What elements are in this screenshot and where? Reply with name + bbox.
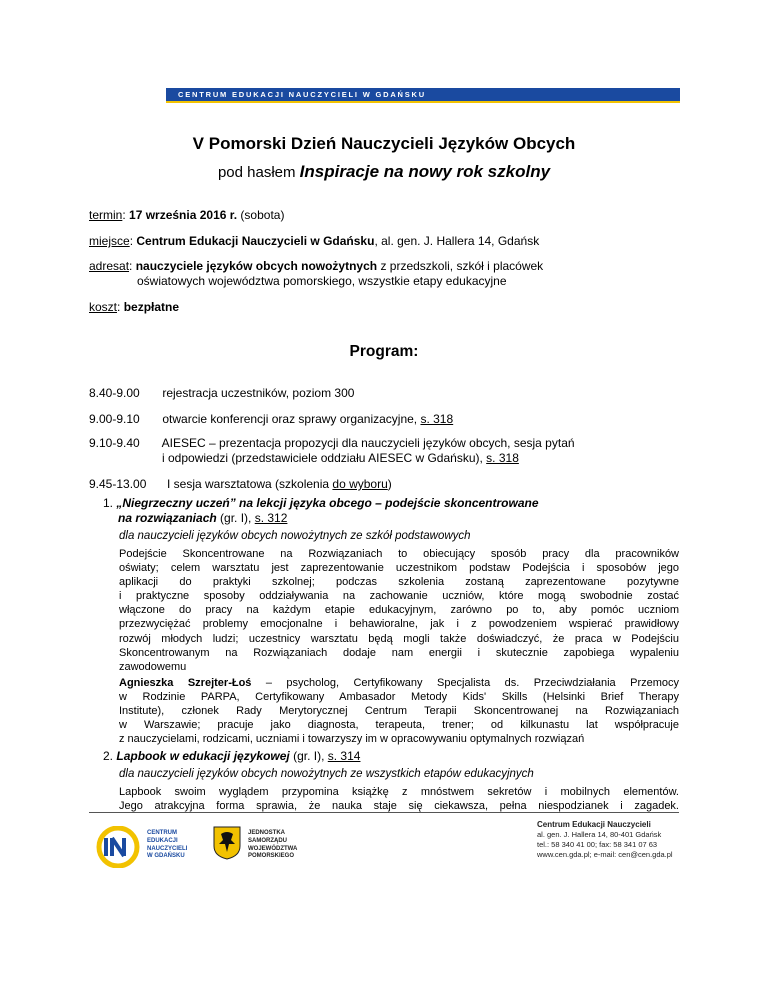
- row-time: 8.40-9.00: [89, 386, 140, 400]
- program-row: [89, 412, 453, 427]
- workshop-room: s. 312: [254, 511, 288, 525]
- address-name: Centrum Edukacji Nauczycieli: [537, 820, 651, 829]
- subtitle-prefix: pod hasłem: [217, 164, 296, 181]
- workshop-heading: [103, 496, 539, 526]
- trainer-bio: w Warszawie; pracuje jako diagnosta, terapeuta, trener; od kilkunastu lat współpracuje: [119, 719, 679, 732]
- desc-line: aplikacji do praktyki szkolnej; podczas szkolenia zostaną zaprezentowane pozytywne: [119, 576, 679, 589]
- desc-line: włączone do pracy na każdym etapie edukacyjnym, zarówno po to, aby pomóc uczniom: [119, 604, 679, 617]
- workshop-audience: dla nauczycieli języków obcych nowożytnych ze szkół podstawowych: [119, 530, 471, 542]
- program-row: [89, 386, 354, 401]
- logo-line: EDUKACJI: [147, 837, 178, 844]
- miejsce-label: miejsce: [89, 234, 130, 248]
- footer-divider: [89, 812, 679, 813]
- workshop-title: Lapbook w edukacji językowej: [116, 749, 290, 763]
- logo-line: CENTRUM: [147, 830, 177, 836]
- program-row: [89, 477, 392, 492]
- adresat-line: adresat: nauczyciele języków obcych nowożytnych z przedszkoli, szkół i placówek oświatowych województwa pomorskiego, wszystkie etapy edukacyjne: [89, 259, 544, 288]
- header-banner: [166, 88, 680, 103]
- footer-address: [537, 820, 673, 860]
- logo-line: W GDAŃSKU: [147, 853, 185, 860]
- koszt-label: koszt: [89, 300, 118, 314]
- row-time: 9.00-9.10: [89, 412, 140, 426]
- miejsce-line: miejsce: Centrum Edukacji Nauczycieli w Gdańsku, al. gen. J. Hallera 14, Gdańsk: [89, 234, 540, 248]
- adresat-note-cont: oświatowych województwa pomorskiego, wszystkie etapy edukacyjne: [137, 274, 507, 288]
- program-row: [89, 436, 575, 466]
- workshop-audience: dla nauczycieli języków obcych nowożytnych ze wszystkich etapów edukacyjnych: [119, 768, 534, 780]
- logo-line: JEDNOSTKA: [248, 830, 286, 836]
- desc-line: i praktyczne sposoby oddziaływania na zachowanie uczniów, które mogą swobodnie zostać: [119, 590, 679, 603]
- trainer-bio: w Rodzinie PARPA, Certyfikowany Ambasador Metody Kids' Skills (Helsinki Brief Therapy: [119, 691, 679, 704]
- pomorskie-logo-text: [248, 830, 297, 861]
- trainer-bio: – psycholog, Certyfikowany Specjalista ds. Przeciwdziałania Przemocy: [251, 677, 680, 689]
- workshop-description: [119, 547, 679, 674]
- event-subtitle: [0, 162, 768, 182]
- koszt-line: koszt: bezpłatne: [89, 300, 180, 314]
- workshop-heading: [103, 749, 360, 764]
- row-text: AIESEC – prezentacja propozycji dla nauczycieli języków obcych, sesja pytań: [161, 436, 575, 450]
- workshop-number: 1.: [103, 496, 114, 510]
- workshop-group: (gr. I),: [216, 511, 255, 525]
- row-room: s. 318: [420, 412, 454, 426]
- adresat-value: nauczyciele języków obcych nowożytnych: [135, 259, 378, 273]
- logo-line: WOJEWÓDZTWA: [248, 845, 298, 852]
- workshop-title-cont: na rozwiązaniach: [118, 511, 217, 525]
- adresat-label: adresat: [89, 259, 130, 273]
- cen-logo-icon: [96, 826, 144, 868]
- row-text: I sesja warsztatowa (szkolenia: [167, 477, 333, 491]
- termin-line: termin: 17 września 2016 r. (sobota): [89, 208, 285, 222]
- cen-logo-text: [147, 830, 187, 861]
- workshop-trainer: [119, 676, 679, 746]
- program-heading: Program:: [349, 343, 419, 360]
- adresat-note: z przedszkoli, szkół i placówek: [377, 259, 544, 273]
- workshop-group: (gr. I),: [289, 749, 328, 763]
- workshop-title: „Niegrzeczny uczeń” na lekcji języka obcego – podejście skoncentrowane: [116, 496, 539, 510]
- logo-line: POMORSKIEGO: [248, 853, 295, 860]
- address-phone: tel.: 58 340 41 00; fax: 58 341 07 63: [537, 840, 658, 849]
- banner-text: CENTRUM EDUKACJI NAUCZYCIELI W GDAŃSKU: [178, 90, 426, 99]
- miejsce-note: , al. gen. J. Hallera 14, Gdańsk: [374, 234, 540, 248]
- desc-line: Podejście Skoncentrowane na Rozwiązaniach to obiecujący sposób pracy dla pracowników: [119, 548, 679, 560]
- row-text-cont: i odpowiedzi (przedstawiciele oddziału AIESEC w Gdańsku),: [162, 451, 487, 465]
- row-time: 9.45-13.00: [89, 477, 147, 491]
- trainer-name: Agnieszka Szrejter-Łoś: [119, 677, 252, 689]
- workshop-description: [119, 785, 679, 813]
- logo-line: NAUCZYCIELI: [147, 845, 188, 852]
- address-line: al. gen. J. Hallera 14, 80-401 Gdańsk: [537, 830, 662, 839]
- workshop-room: s. 314: [327, 749, 361, 763]
- termin-label: termin: [89, 208, 123, 222]
- miejsce-value: Centrum Edukacji Nauczycieli w Gdańsku: [136, 234, 375, 248]
- trainer-bio: z nauczycielami, rodzicami, uczniami i towarzyszy im w opracowywaniu optymalnych rozwiązań: [119, 733, 585, 746]
- address-web[interactable]: www.cen.gda.pl; e-mail: cen@cen.gda.pl: [537, 850, 673, 859]
- desc-line: Lapbook swoim wyglądem przypomina książkę z mnóstwem sekretów i mobilnych elementów.: [119, 786, 679, 798]
- desc-line: przezwyciężać problemy emocjonalne i behawioralne, jak i z powodzeniem wspierać prawidłowy: [119, 618, 679, 631]
- desc-line: oświaty; celem warsztatu jest zaprezentowanie uczestnikom podstaw Podejścia i sposobów jego: [119, 562, 679, 575]
- desc-line: Skoncentrowanym na Rozwiązaniach dodaje nam energii i skutecznie zapobiega wypaleniu: [119, 646, 679, 659]
- row-time: 9.10-9.40: [89, 436, 140, 450]
- pomorskie-crest-icon: [213, 826, 241, 860]
- logo-line: SAMORZĄDU: [248, 837, 287, 844]
- trainer-bio: Institute), członek Rady Merytorycznej Centrum Terapii Skoncentrowanej na Rozwiązaniach: [119, 705, 679, 718]
- desc-line: Jego atrakcyjna forma sprawia, że nauka staje się ciekawsza, pełna niespodzianek i zagadek.: [119, 800, 679, 813]
- row-text: otwarcie konferencji oraz sprawy organizacyjne,: [162, 412, 421, 426]
- koszt-value: bezpłatne: [123, 300, 180, 314]
- row-choice: do wyboru: [332, 477, 388, 491]
- termin-value: 17 września 2016 r.: [129, 208, 238, 222]
- row-room: s. 318: [486, 451, 519, 465]
- subtitle-motto: Inspiracje na nowy rok szkolny: [299, 162, 551, 181]
- desc-line: zawodowemu: [119, 660, 187, 673]
- termin-note: (sobota): [237, 208, 285, 222]
- desc-line: rozwój młodych ludzi; uczestnicy warsztatu będą mogli także doświadczyć, że praca w Podejściu: [119, 632, 679, 645]
- row-text-end: ): [387, 477, 392, 491]
- workshop-number: 2.: [103, 749, 114, 763]
- row-text: rejestracja uczestników, poziom 300: [162, 386, 355, 400]
- event-title: V Pomorski Dzień Nauczycieli Języków Obcych: [192, 134, 576, 153]
